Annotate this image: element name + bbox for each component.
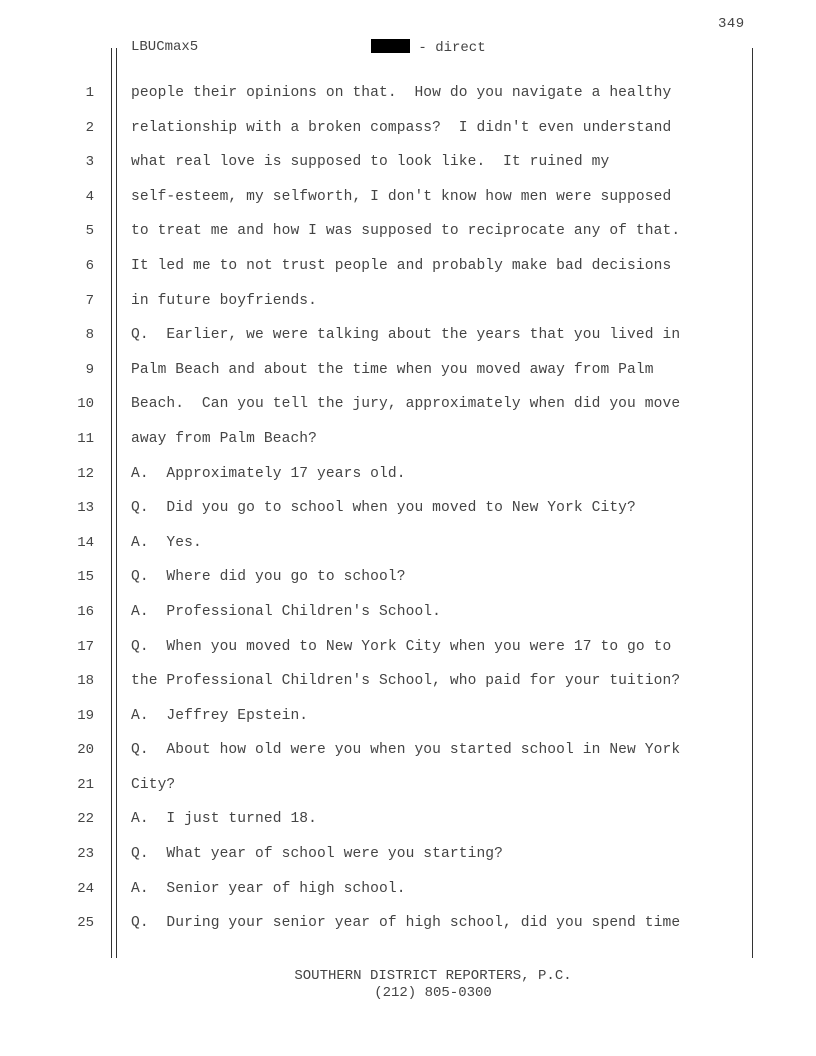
line-text: in future boyfriends. xyxy=(131,292,318,309)
header-witness-section xyxy=(371,39,486,56)
line-text: Q. Where did you go to school? xyxy=(131,569,406,586)
line-text: what real love is supposed to look like. It ruined my xyxy=(131,154,610,171)
transcript-line xyxy=(0,912,816,947)
transcript-line xyxy=(0,670,816,705)
line-number: 19 xyxy=(77,707,94,724)
line-number: 17 xyxy=(77,638,94,655)
line-text: A. Jeffrey Epstein. xyxy=(131,707,309,724)
line-number: 5 xyxy=(85,223,94,240)
line-number: 15 xyxy=(77,569,94,586)
footer xyxy=(0,968,816,1002)
line-number: 21 xyxy=(77,776,94,793)
transcript-line xyxy=(0,463,816,498)
transcript-line xyxy=(0,290,816,325)
transcript-line xyxy=(0,566,816,601)
line-text: A. Senior year of high school. xyxy=(131,880,406,897)
transcript-line xyxy=(0,878,816,913)
transcript-line xyxy=(0,601,816,636)
line-text: A. Approximately 17 years old. xyxy=(131,465,406,482)
line-number: 14 xyxy=(77,534,94,551)
line-text: away from Palm Beach? xyxy=(131,430,318,447)
line-number: 16 xyxy=(77,603,94,620)
transcript-line xyxy=(0,774,816,809)
transcript-line xyxy=(0,117,816,152)
line-number: 18 xyxy=(77,673,94,690)
line-number: 10 xyxy=(77,396,94,413)
line-number: 9 xyxy=(85,361,94,378)
line-text: Q. During your senior year of high school, did you spend time xyxy=(131,915,681,932)
line-number: 23 xyxy=(77,846,94,863)
transcript-line xyxy=(0,359,816,394)
line-text: A. Professional Children's School. xyxy=(131,603,442,620)
line-text: Q. Earlier, we were talking about the years that you lived in xyxy=(131,327,681,344)
line-number: 25 xyxy=(77,915,94,932)
transcript-line xyxy=(0,739,816,774)
line-text: Palm Beach and about the time when you moved away from Palm xyxy=(131,361,654,378)
line-text: City? xyxy=(131,776,176,793)
line-text: Q. About how old were you when you started school in New York xyxy=(131,742,681,759)
line-text: Q. What year of school were you starting? xyxy=(131,846,504,863)
line-text: self-esteem, my selfworth, I don't know how men were supposed xyxy=(131,188,672,205)
redaction-box xyxy=(371,39,410,53)
transcript-line xyxy=(0,186,816,221)
transcript-line xyxy=(0,324,816,359)
line-number: 24 xyxy=(77,880,94,897)
line-number: 1 xyxy=(85,85,94,101)
footer-phone: (212) 805-0300 xyxy=(374,985,492,1001)
line-text: Q. Did you go to school when you moved to New York City? xyxy=(131,500,636,517)
line-number: 13 xyxy=(77,500,94,517)
header-examination-label: - direct xyxy=(410,40,486,56)
line-text: It led me to not trust people and probably make bad decisions xyxy=(131,257,672,274)
line-number: 12 xyxy=(77,465,94,482)
transcript-body xyxy=(0,82,816,947)
line-text: Beach. Can you tell the jury, approximately when did you move xyxy=(131,396,681,413)
transcript-line xyxy=(0,705,816,740)
line-number: 6 xyxy=(85,257,94,274)
line-text: relationship with a broken compass? I didn't even understand xyxy=(131,119,672,136)
line-text: Q. When you moved to New York City when you were 17 to go to xyxy=(131,638,672,655)
transcript-line xyxy=(0,255,816,290)
footer-reporter-name: SOUTHERN DISTRICT REPORTERS, P.C. xyxy=(294,968,572,984)
line-text: A. Yes. xyxy=(131,534,202,551)
transcript-line xyxy=(0,428,816,463)
page-number: 349 xyxy=(718,16,745,32)
transcript-line xyxy=(0,497,816,532)
transcript-line xyxy=(0,532,816,567)
line-number: 4 xyxy=(85,188,94,205)
line-number: 3 xyxy=(85,154,94,171)
line-number: 22 xyxy=(77,811,94,828)
header-case-code: LBUCmax5 xyxy=(131,39,199,55)
line-text: people their opinions on that. How do you navigate a healthy xyxy=(131,85,672,101)
transcript-line xyxy=(0,220,816,255)
line-number: 8 xyxy=(85,327,94,344)
transcript-line xyxy=(0,808,816,843)
transcript-line xyxy=(0,636,816,671)
line-number: 11 xyxy=(77,430,94,447)
line-number: 7 xyxy=(85,292,94,309)
transcript-line xyxy=(0,82,816,117)
line-text: A. I just turned 18. xyxy=(131,811,318,828)
transcript-line xyxy=(0,393,816,428)
line-text: the Professional Children's School, who paid for your tuition? xyxy=(131,673,681,690)
transcript-line xyxy=(0,151,816,186)
transcript-line xyxy=(0,843,816,878)
line-number: 2 xyxy=(85,119,94,136)
line-number: 20 xyxy=(77,742,94,759)
line-text: to treat me and how I was supposed to reciprocate any of that. xyxy=(131,223,681,240)
